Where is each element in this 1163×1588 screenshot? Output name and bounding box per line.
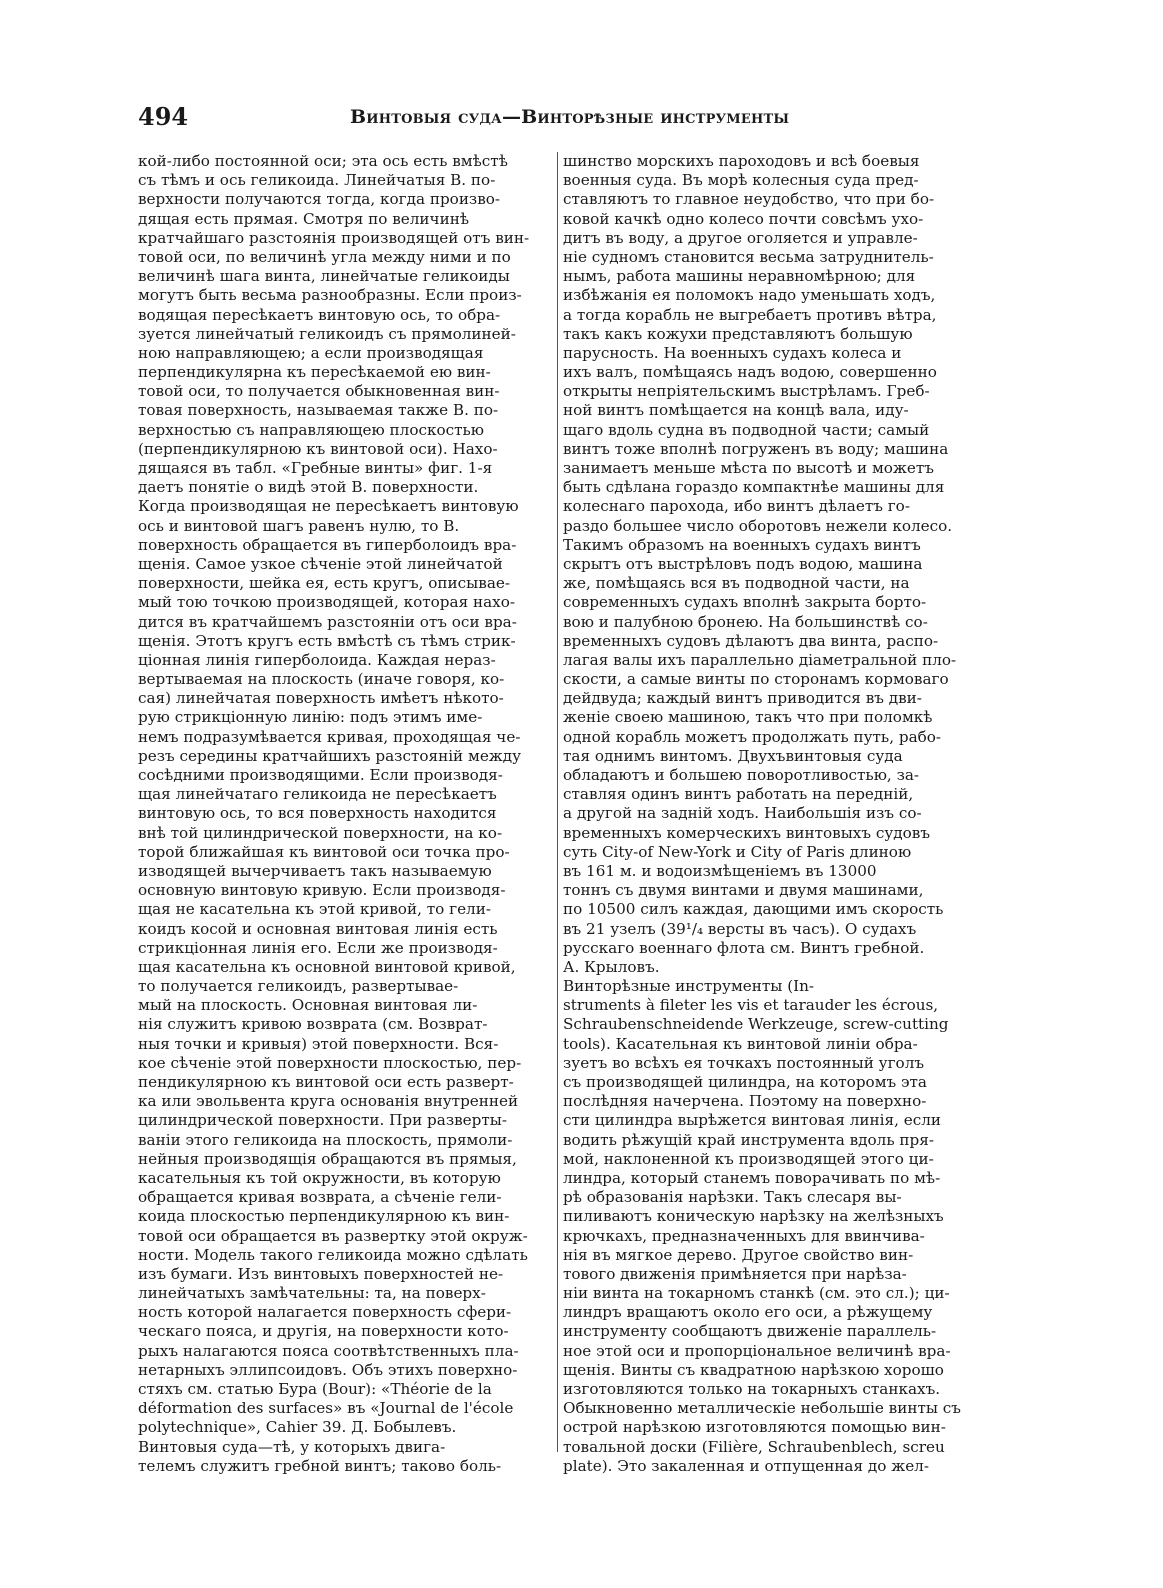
text-line: немъ подразумѣвается кривая, проходящая че- [138, 727, 521, 746]
text-line: резъ середины кратчайшихъ разстояній между [138, 746, 522, 765]
text-line: ность которой налагается поверхность сфери- [138, 1303, 512, 1322]
text-line: а тогда корабль не выгребаетъ противъ вѣтра, [563, 305, 937, 324]
text-line: (перпендикулярною къ винтовой оси). Нахо- [138, 439, 498, 458]
text-line: съ тѣмъ и ось геликоида. Линейчатыя В. по- [138, 171, 496, 190]
text-line: товой оси обращается въ развертку этой окруж- [138, 1226, 528, 1245]
text-line: мый тою точкою производящей, которая нахо- [138, 593, 516, 612]
text-line: временныхъ судовъ дѣлаютъ два винта, распо- [563, 631, 939, 650]
text-line: кой-либо постоянной оси; эта ось есть вмѣстѣ [138, 152, 508, 170]
text-line: сая) линейчатая поверхность имѣетъ нѣкото- [138, 689, 504, 708]
text-line: ніи винта на токарномъ станкѣ (см. это сл.); ци- [563, 1284, 950, 1303]
text-line: стяхъ см. статью Бура (Bour): «Théorie de la [138, 1380, 492, 1398]
text-line: военныя суда. Въ морѣ колесныя суда пред- [563, 171, 919, 190]
text-line: величинѣ шага винта, линейчатые геликоиды [138, 267, 510, 286]
text-line: polytechnique», Cahier 39. Д. Бобылевъ. [138, 1418, 457, 1437]
text-line: Винтовыя суда—тѣ, у которыхъ двига- [138, 1437, 446, 1456]
text-line: цилиндрической поверхности. При разверты- [138, 1111, 508, 1130]
text-line: же, помѣщаясь вся въ подводной части, на [563, 574, 910, 593]
text-line: тоннъ съ двумя винтами и двумя машинами, [563, 881, 924, 900]
text-line: Обыкновенно металлическіе небольшіе винты съ [563, 1399, 961, 1418]
text-line: обладаютъ и большею поворотливостью, за- [563, 766, 920, 784]
text-line: ной винтъ помѣщается на концѣ вала, иду- [563, 401, 909, 420]
text-line: въ 161 м. и водоизмѣщеніемъ въ 13000 [563, 861, 877, 880]
text-line: шинство морскихъ пароходовъ и всѣ боевыя [563, 152, 920, 170]
text-line: верхности получаются тогда, когда произво- [138, 190, 501, 209]
text-line: телемъ служитъ гребной винтъ; таково боль- [138, 1456, 502, 1475]
text-line: ческаго пояса, и другія, на поверхности кото- [138, 1322, 509, 1341]
text-line: товой оси, по величинѣ угла между ними и по [138, 247, 511, 266]
text-line: дящаяся въ табл. «Гребные винты» фиг. 1-я [138, 459, 493, 477]
text-line: внѣ той цилиндрической поверхности, на ко- [138, 823, 503, 842]
text-line: изводящей вычерчиваетъ такъ называемую [138, 861, 492, 880]
text-line: нія въ мягкое дерево. Другое свойство вин- [563, 1245, 914, 1264]
running-title: Винтовыя суда—Винторѣзные инструменты [350, 106, 790, 128]
text-line: винтъ тоже вполнѣ погруженъ въ воду; машина [563, 439, 949, 458]
text-line: товая поверхность, называемая также В. по- [138, 401, 499, 420]
text-line: ности. Модель такого геликоида можно сдѣлать [138, 1245, 528, 1264]
right-column [563, 152, 981, 1476]
text-line: колеснаго парохода, ибо винтъ дѣлаетъ го- [563, 497, 910, 516]
text-line: торой ближайшая къ винтовой оси точка про- [138, 842, 510, 861]
text-line: дейдвуда; каждый винтъ приводится въ дви- [563, 689, 922, 708]
text-line: А. Крыловъ. [563, 957, 660, 976]
text-line: ціонная линія гиперболоида. Каждая нераз- [138, 650, 496, 669]
text-line: рыхъ налагаются пояса соотвѣтственныхъ пла- [138, 1341, 519, 1360]
text-line: Винторѣзные инструменты (In- [563, 977, 815, 996]
text-line: быть сдѣлана гораздо компактнѣе машины для [563, 478, 945, 497]
page-number: 494 [138, 102, 189, 131]
text-line: по 10500 силъ каждая, дающими имъ скорость [563, 900, 944, 919]
text-line: изготовляются только на токарныхъ станкахъ. [563, 1380, 941, 1398]
text-line: plate). Это закаленная и отпущенная до жел- [563, 1456, 929, 1475]
text-line: винтовую ось, то вся поверхность находится [138, 804, 497, 823]
text-line: рую стрикціонную линію: подъ этимъ име- [138, 708, 483, 727]
text-line: обращается кривая возврата, а сѣченіе гели- [138, 1188, 502, 1207]
text-line: ною направляющею; а если производящая [138, 343, 484, 362]
text-line: а другой на задній ходъ. Наибольшія изъ со- [563, 804, 922, 823]
text-line: основную винтовую кривую. Если производя- [138, 881, 506, 900]
text-line: современныхъ судахъ вполнѣ закрыта борто- [563, 593, 927, 612]
text-line: нейныя производящія обращаются въ прямыя, [138, 1149, 517, 1168]
text-line: товой оси, то получается обыкновенная вин- [138, 382, 500, 401]
text-line: мой, наклоненной къ производящей этого ци- [563, 1149, 934, 1168]
text-line: скрытъ отъ выстрѣловъ подъ водою, машина [563, 554, 923, 573]
text-line: избѣжанія ея поломокъ надо уменьшать ходъ, [563, 286, 936, 305]
text-line: открыты непріятельскимъ выстрѣламъ. Греб- [563, 382, 930, 401]
text-line: поверхности, шейка ея, есть кругъ, описывае- [138, 574, 510, 593]
text-line: инструменту сообщаютъ движеніе параллель- [563, 1322, 937, 1341]
text-line: зуетъ во всѣхъ ея точкахъ постоянный уголъ [563, 1053, 925, 1072]
text-line: русскаго военнаго флота см. Винтъ гребной. [563, 938, 925, 957]
text-line: Schraubenschneidende Werkzeuge, screw-cutting [563, 1015, 949, 1034]
text-line: дитъ въ воду, а другое оголяется и управле- [563, 228, 918, 247]
text-line: нымъ, работа машины неравномѣрною; для [563, 267, 916, 286]
text-line: скости, а самые винты по сторонамъ кормоваго [563, 670, 949, 689]
text-line: лагая валы ихъ параллельно діаметральной пло- [563, 650, 957, 669]
text-line: вертываемая на плоскость (иначе говоря, ко- [138, 670, 505, 689]
text-line: занимаетъ меньше мѣста по высотѣ и можетъ [563, 459, 934, 477]
text-line: зуется линейчатый геликоидъ съ прямолиней- [138, 324, 516, 343]
text-line: линдра, который станемъ поворачивать по мѣ- [563, 1168, 941, 1187]
text-line: крючкахъ, предназначенныхъ для ввинчива- [563, 1226, 925, 1245]
text-line: водящая пересѣкаетъ винтовую ось, то обра- [138, 305, 501, 324]
text-line: щенія. Этотъ кругъ есть вмѣстѣ съ тѣмъ стрик- [138, 631, 516, 650]
text-line: поверхность обращается въ гиперболоидъ вра- [138, 535, 517, 554]
text-line: такъ какъ кожухи представляютъ большую [563, 324, 913, 343]
text-line: щенія. Самое узкое сѣченіе этой линейчатой [138, 554, 503, 573]
text-line: кратчайшаго разстоянія производящей отъ вин- [138, 228, 530, 247]
text-line: съ производящей цилиндра, на которомъ эта [563, 1073, 927, 1091]
text-line: тая однимъ винтомъ. Двухъвинтовыя суда [563, 746, 903, 765]
text-line: даетъ понятіе о видѣ этой В. поверхности. [138, 478, 479, 497]
text-line: пиливаютъ коническую нарѣзку на желѣзныхъ [563, 1207, 944, 1226]
text-line: щаго вдоль судна въ подводной части; самый [563, 420, 930, 439]
text-line: послѣдняя начерчена. Поэтому на поверхно- [563, 1092, 927, 1111]
text-line: въ 21 узелъ (39¹/₄ версты въ часъ). О судахъ [563, 919, 917, 938]
text-line: Когда производящая не пересѣкаетъ винтовую [138, 497, 519, 516]
text-line: верхностью съ направляющею плоскостью [138, 420, 485, 439]
text-line: раздо большее число оборотовъ нежели колесо. [563, 516, 953, 535]
text-line: нетарныхъ эллипсоидовъ. Объ этихъ поверхно- [138, 1360, 518, 1379]
text-line: коида плоскостью перпендикулярною къ вин- [138, 1207, 510, 1226]
text-line: вою и палубною бронею. На большинствѣ со- [563, 612, 928, 631]
text-line: то получается геликоидъ, развертывае- [138, 977, 459, 996]
text-line: щая касательна къ основной винтовой кривой, [138, 957, 516, 976]
text-line: рѣ образованія нарѣзки. Такъ слесаря вы- [563, 1188, 902, 1207]
text-line: коидъ косой и основная винтовая линія есть [138, 919, 498, 938]
text-line: щая линейчатаго геликоида не пересѣкаетъ [138, 785, 497, 804]
text-line: ваніи этого геликоида на плоскость, прямоли- [138, 1130, 513, 1149]
text-line: дящая есть прямая. Смотря по величинѣ [138, 209, 469, 228]
text-line: ковой качкѣ одно колесо почти совсѣмъ ухо- [563, 209, 924, 228]
text-line: парусность. На военныхъ судахъ колеса и [563, 343, 902, 362]
text-line: товальной доски (Filière, Schraubenblech, screu [563, 1437, 945, 1456]
text-line: изъ бумаги. Изъ винтовыхъ поверхностей не- [138, 1264, 504, 1283]
text-line: ка или эвольвента круга основанія внутренней [138, 1092, 519, 1111]
text-line: déformation des surfaces» въ «Journal de l'école [138, 1399, 514, 1418]
text-line: ставляя одинъ винтъ работать на передній, [563, 785, 914, 804]
text-line: дится въ кратчайшемъ разстояніи отъ оси вра- [138, 612, 517, 631]
text-line: линейчатыхъ замѣчательны: та, на поверх- [138, 1284, 486, 1303]
text-line: ніе судномъ становится весьма затруднитель- [563, 247, 934, 266]
text-line: ныя точки и кривыя) этой поверхности. Вся- [138, 1034, 499, 1053]
text-line: Такимъ образомъ на военныхъ судахъ винтъ [563, 535, 921, 554]
text-line: касательныя къ той окружности, въ которую [138, 1168, 501, 1187]
left-column [138, 152, 556, 1476]
text-line: сосѣдними производящими. Если производя- [138, 766, 503, 784]
text-line: щая не касательна къ этой кривой, то гели- [138, 900, 491, 919]
text-line: мый на плоскость. Основная винтовая ли- [138, 996, 478, 1015]
text-line: кое сѣченіе этой поверхности плоскостью, пер- [138, 1053, 522, 1072]
text-line: ихъ валъ, помѣщаясь надъ водою, совершенно [563, 363, 937, 382]
text-line: ное этой оси и пропорціональное величинѣ вра- [563, 1341, 951, 1360]
text-line: острой нарѣзкою изготовляются помощью вин- [563, 1418, 946, 1437]
text-line: перпендикулярна къ пересѣкаемой ею вин- [138, 363, 491, 382]
text-line: ось и винтовой шагъ равенъ нулю, то В. [138, 516, 460, 535]
column-divider [557, 152, 558, 1452]
text-line: женіе своею машиною, такъ что при поломкѣ [563, 708, 933, 727]
text-line: сти цилиндра вырѣжется винтовая линія, если [563, 1111, 941, 1130]
text-line: стрикціонная линія его. Если же производя- [138, 938, 498, 957]
text-line: ставляютъ то главное неудобство, что при бо- [563, 190, 935, 209]
text-line: tools). Касательная къ винтовой линіи обра- [563, 1034, 918, 1053]
text-line: нія служитъ кривою возврата (см. Возврат- [138, 1015, 488, 1034]
text-line: одной корабль можетъ продолжать путь, рабо- [563, 727, 942, 746]
text-line: могутъ быть весьма разнообразны. Если произ- [138, 286, 522, 305]
text-line: struments à fileter les vis et tarauder les écrous, [563, 996, 939, 1015]
text-line: линдръ вращаютъ около его оси, а рѣжущему [563, 1303, 933, 1322]
text-line: щенія. Винты съ квадратною нарѣзкою хорошо [563, 1360, 944, 1379]
text-line: пендикулярною къ винтовой оси есть разверт- [138, 1073, 514, 1091]
text-line: тового движенія примѣняется при нарѣза- [563, 1264, 907, 1283]
text-line: водить рѣжущій край инструмента вдоль пря- [563, 1130, 934, 1149]
text-line: суть City-of New-York и City of Paris длиною [563, 842, 912, 861]
text-line: временныхъ комерческихъ винтовыхъ судовъ [563, 823, 930, 842]
